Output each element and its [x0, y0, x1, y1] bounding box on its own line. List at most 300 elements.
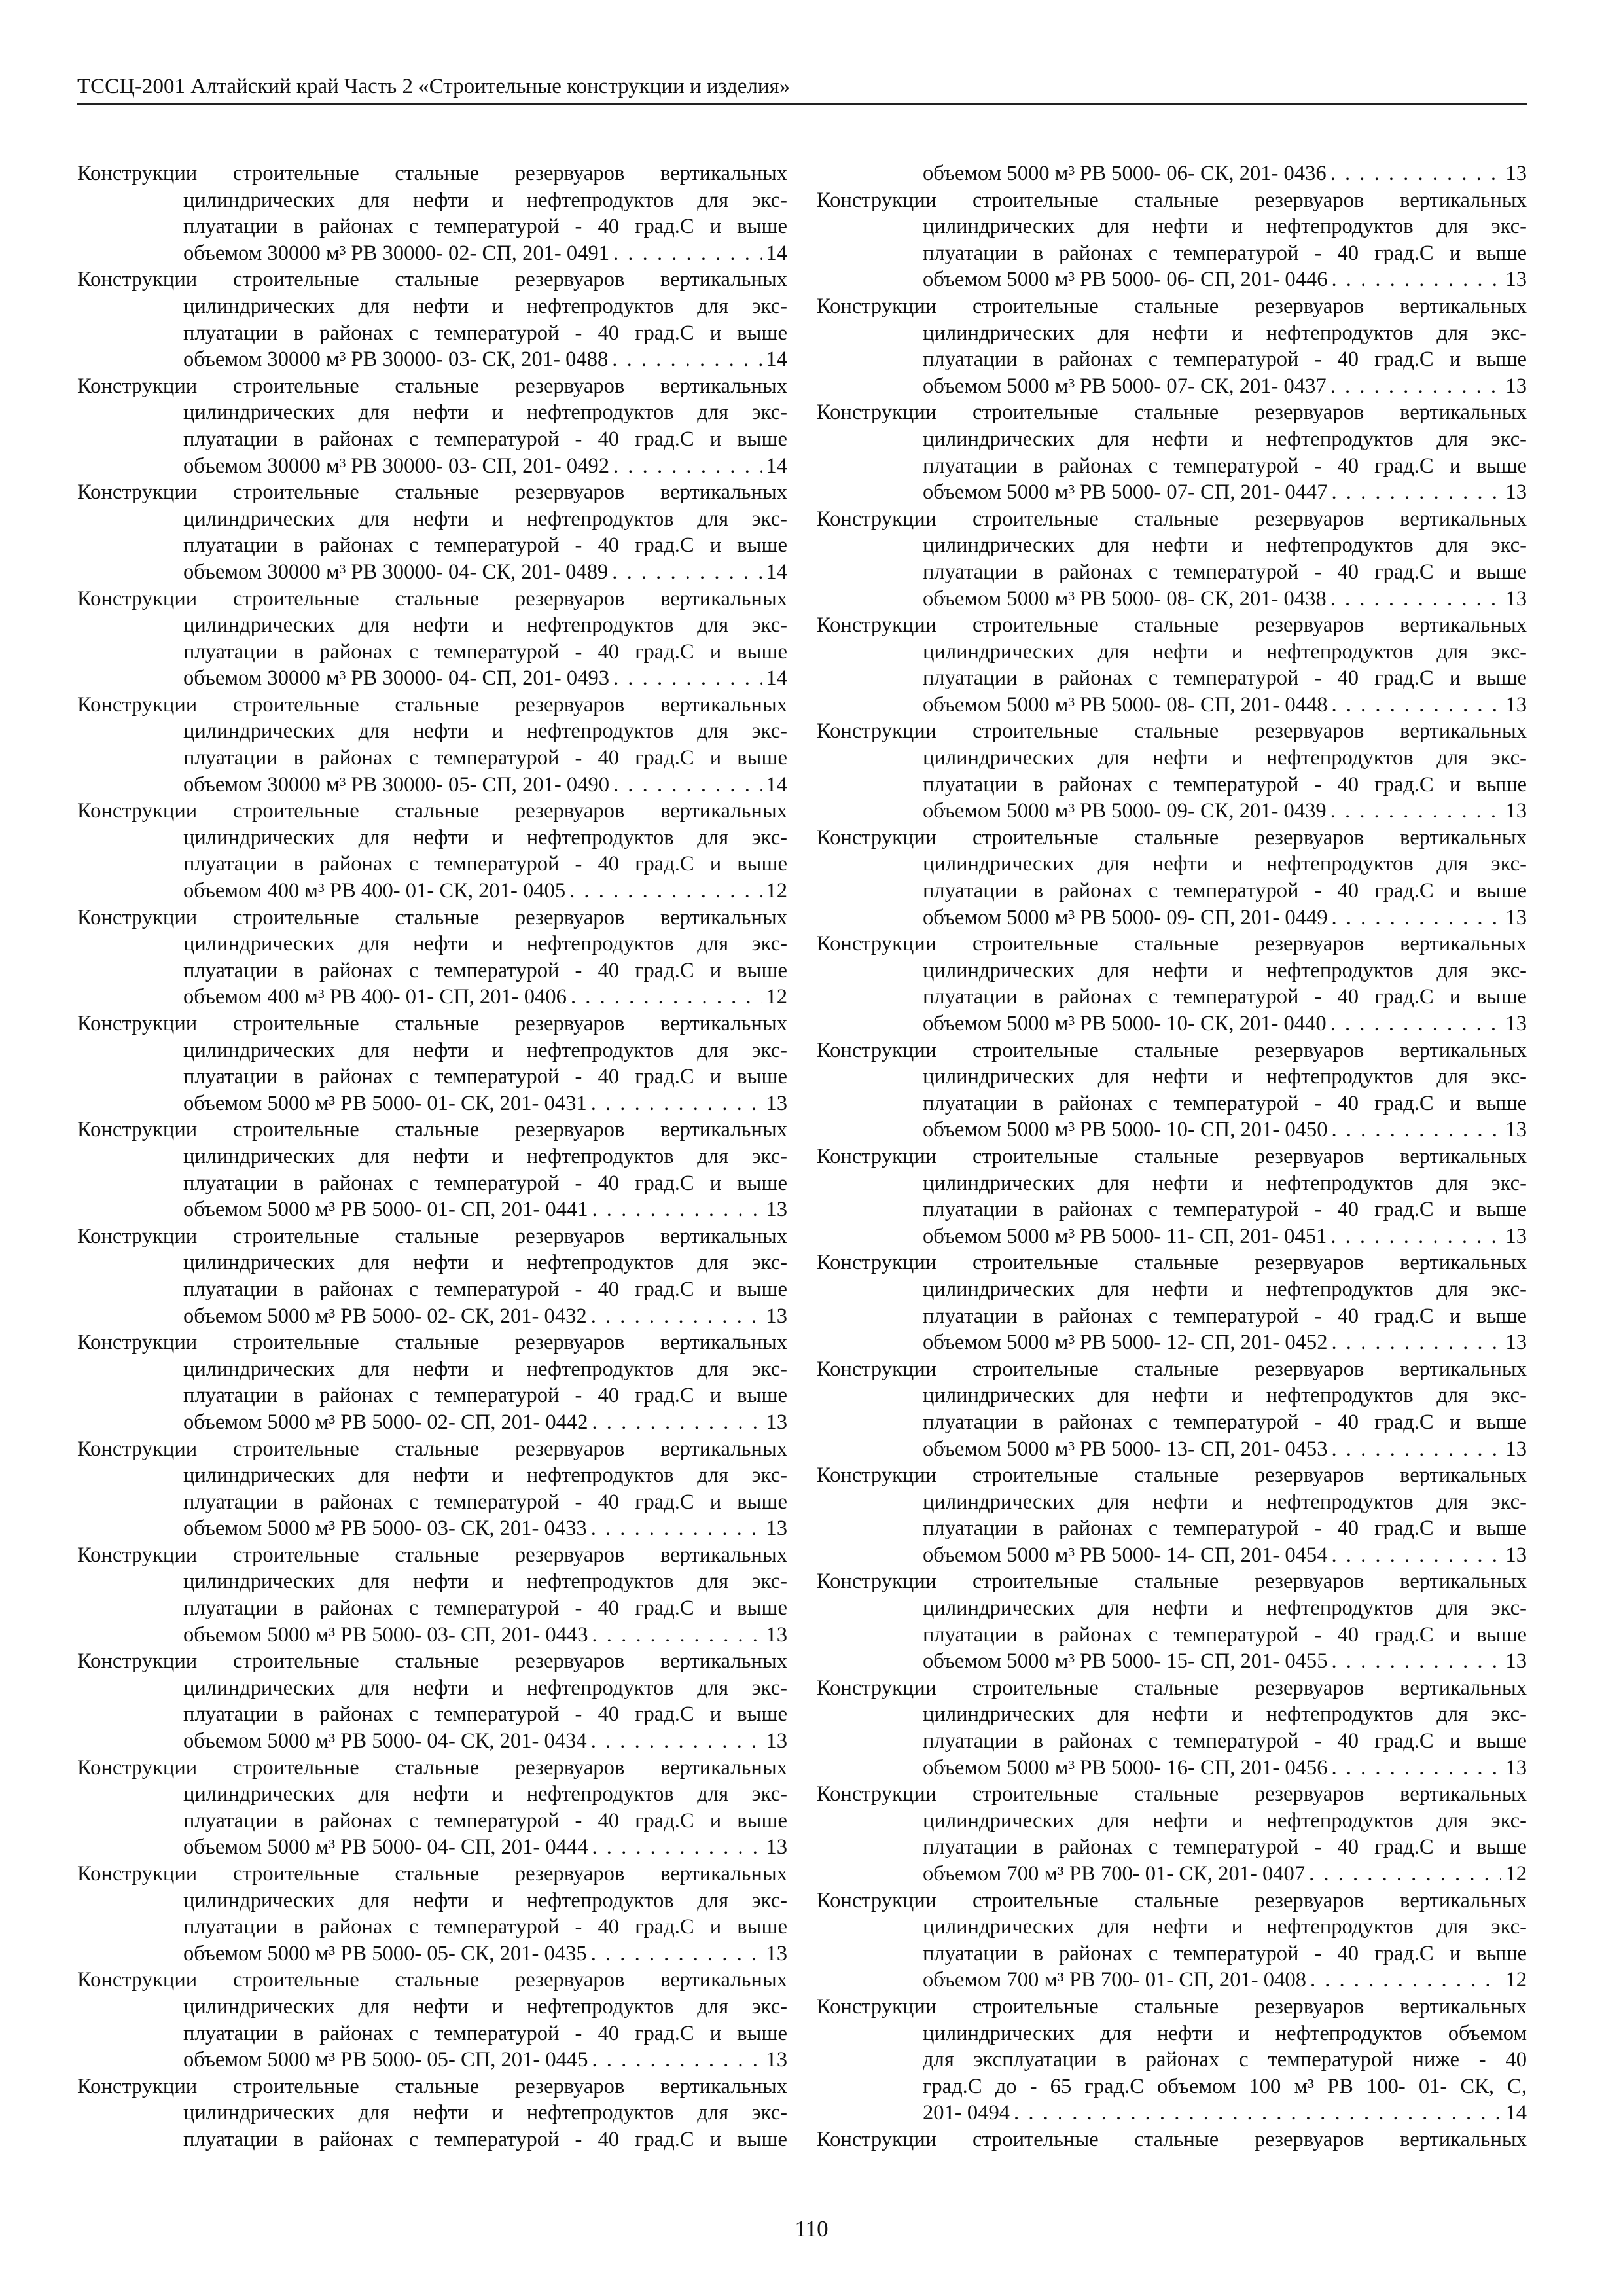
entry-title-line: Конструкции строительные стальные резервуаров вертикальных	[817, 1676, 1527, 1700]
entry-continuation-line: плуатации в районах с температурой - 40 град.С и выше	[923, 666, 1527, 691]
entry-reference: объемом 5000 м³ РВ 5000- 01- СП, 201- 0441	[183, 1198, 588, 1222]
entry-reference: объемом 5000 м³ РВ 5000- 09- СК, 201- 0439	[923, 799, 1327, 823]
entry-page-number: 13	[1505, 586, 1527, 611]
entry-continuation-line: плуатации в районах с температурой - 40 град.С и выше	[183, 2021, 787, 2045]
entry-continuation-line: цилиндрических для нефти и нефтепродуктов для экс-	[923, 639, 1527, 664]
entry-reference: объемом 5000 м³ РВ 5000- 01- СК, 201- 0431	[183, 1091, 587, 1115]
entry-title-line: Конструкции строительные стальные резервуаров вертикальных	[77, 692, 787, 717]
entry-continuation-line: град.С до - 65 град.С объемом 100 м³ РВ 100- 01- СК, С,	[923, 2074, 1527, 2098]
entry-reference-line	[77, 1941, 787, 1967]
entry-continuation-line: цилиндрических для нефти и нефтепродуктов для экс-	[923, 427, 1527, 451]
entry-page-number: 13	[1505, 1649, 1527, 1674]
entry-reference: объемом 5000 м³ РВ 5000- 14- СП, 201- 0454	[923, 1543, 1328, 1567]
entry-reference-line	[817, 798, 1527, 825]
entry-continuation-line: цилиндрических для нефти и нефтепродуктов для экс-	[923, 533, 1527, 558]
entry-continuation-line: цилиндрических для нефти и нефтепродуктов для экс-	[923, 1702, 1527, 1727]
entry-reference-line	[817, 1755, 1527, 1782]
dot-leader	[591, 1941, 762, 1967]
entry-title-line: Конструкции строительные стальные резервуаров вертикальных	[817, 1038, 1527, 1062]
entry-reference: объемом 30000 м³ РВ 30000- 02- СП, 201- 0491	[183, 241, 610, 265]
dot-leader	[1309, 1861, 1501, 1888]
entry-reference: 201- 0494	[923, 2101, 1010, 2125]
entry-continuation-line: цилиндрических для нефти и нефтепродуктов для экс-	[183, 1357, 787, 1381]
index-entry	[817, 2126, 1527, 2153]
entry-continuation-line: плуатации в районах с температурой - 40 град.С и выше	[923, 1516, 1527, 1541]
entry-continuation-line: плуатации в районах с температурой - 40 град.С и выше	[183, 852, 787, 876]
entry-continuation-line: плуатации в районах с температурой - 40 град.С и выше	[923, 241, 1527, 265]
entry-page-number: 13	[766, 1198, 787, 1222]
entry-reference-line	[77, 1303, 787, 1330]
index-column-left	[77, 160, 787, 2153]
entry-continuation-line: плуатации в районах с температурой - 40 град.С и выше	[183, 746, 787, 770]
index-entry	[77, 1648, 787, 1754]
entry-reference-line	[77, 1090, 787, 1117]
entry-reference-line	[77, 1622, 787, 1649]
entry-title-line: Конструкции строительные стальные резервуаров вертикальных	[817, 1357, 1527, 1381]
entry-page-number: 13	[766, 1729, 787, 1753]
entry-continuation-line: для эксплуатации в районах с температурой ниже - 40	[923, 2048, 1527, 2072]
entry-title-line: Конструкции строительные стальные резервуаров вертикальных	[77, 1649, 787, 1674]
dot-leader	[612, 559, 762, 586]
entry-title-line: Конструкции строительные стальные резервуаров вертикальных	[77, 799, 787, 823]
dot-leader	[591, 1303, 762, 1330]
entry-page-number: 14	[1505, 2101, 1527, 2125]
entry-continuation-line: плуатации в районах с температурой - 40 град.С и выше	[923, 772, 1527, 797]
entry-title-line: Конструкции строительные стальные резервуаров вертикальных	[77, 1118, 787, 1142]
entry-reference: объемом 5000 м³ РВ 5000- 06- СП, 201- 0446	[923, 268, 1328, 292]
entry-page-number: 13	[1505, 1224, 1527, 1248]
entry-reference: объемом 5000 м³ РВ 5000- 13- СП, 201- 0453	[923, 1437, 1328, 1461]
dot-leader	[1332, 1329, 1502, 1356]
dot-leader	[1330, 586, 1502, 613]
entry-title-line: Конструкции строительные стальные резервуаров вертикальных	[817, 1463, 1527, 1488]
entry-continuation-line: цилиндрических для нефти и нефтепродуктов для экс-	[183, 1676, 787, 1700]
entry-continuation-line: плуатации в районах с температурой - 40 град.С и выше	[183, 1065, 787, 1089]
entry-title-line: Конструкции строительные стальные резервуаров вертикальных	[77, 1437, 787, 1461]
entry-reference-line	[817, 2100, 1527, 2126]
entry-reference-line	[77, 1196, 787, 1223]
index-entry	[77, 1436, 787, 1542]
entry-continuation-line: плуатации в районах с температурой - 40 град.С и выше	[183, 1384, 787, 1408]
entry-continuation-line: плуатации в районах с температурой - 40 град.С и выше	[923, 1091, 1527, 1115]
entry-continuation-line: плуатации в районах с температурой - 40 град.С и выше	[923, 1198, 1527, 1222]
page-number: 110	[794, 2216, 829, 2242]
index-entry	[817, 612, 1527, 718]
entry-continuation-line: цилиндрических для нефти и нефтепродуктов для экс-	[183, 188, 787, 212]
entry-reference: объемом 30000 м³ РВ 30000- 05- СП, 201- 0490	[183, 772, 610, 797]
entry-title-line: Конструкции строительные стальные резервуаров вертикальных	[817, 188, 1527, 212]
entry-page-number: 13	[766, 1091, 787, 1115]
entry-page-number: 12	[766, 879, 787, 903]
entry-reference-line	[817, 1861, 1527, 1888]
entry-page-number: 13	[766, 1941, 787, 1965]
entry-reference-line	[817, 266, 1527, 293]
entry-continuation-line: плуатации в районах с температурой - 40 град.С и выше	[923, 454, 1527, 478]
entry-title-line: Конструкции строительные стальные резервуаров вертикальных	[77, 1543, 787, 1567]
dot-leader	[1330, 1011, 1502, 1037]
entry-continuation-line: цилиндрических для нефти и нефтепродуктов для экс-	[183, 401, 787, 425]
entry-page-number: 13	[1505, 692, 1527, 717]
entry-reference: объемом 5000 м³ РВ 5000- 15- СП, 201- 0455	[923, 1649, 1328, 1674]
entry-title-line: Конструкции строительные стальные резервуаров вертикальных	[817, 932, 1527, 956]
entry-reference-line	[817, 1436, 1527, 1463]
entry-reference: объемом 5000 м³ РВ 5000- 05- СП, 201- 0445	[183, 2048, 588, 2072]
entry-title-line: Конструкции строительные стальные резервуаров вертикальных	[817, 1570, 1527, 1594]
index-entry	[77, 479, 787, 585]
dot-leader	[613, 665, 762, 692]
entry-page-number: 13	[766, 1516, 787, 1541]
entry-title-line: Конструкции строительные стальные резервуаров вертикальных	[817, 1994, 1527, 2018]
entry-reference-line	[77, 878, 787, 905]
dot-leader	[1310, 1967, 1501, 1994]
entry-title-line: Конструкции строительные стальные резервуаров вертикальных	[77, 905, 787, 929]
index-entry	[77, 798, 787, 904]
entry-reference-line	[77, 1728, 787, 1755]
entry-reference: объемом 5000 м³ РВ 5000- 16- СП, 201- 0456	[923, 1755, 1328, 1780]
entry-continuation-line: плуатации в районах с температурой - 40 град.С и выше	[183, 1277, 787, 1301]
entry-reference: объемом 5000 м³ РВ 5000- 02- СП, 201- 0442	[183, 1410, 588, 1434]
dot-leader	[613, 772, 762, 798]
entry-title-line: Конструкции строительные стальные резервуаров вертикальных	[817, 1888, 1527, 1912]
entry-page-number: 13	[766, 1835, 787, 1859]
entry-continuation-line: плуатации в районах с температурой - 40 град.С и выше	[923, 985, 1527, 1009]
index-column-right	[817, 160, 1527, 2153]
index-entry	[817, 399, 1527, 505]
entry-title-line: Конструкции строительные стальные резервуаров вертикальных	[817, 825, 1527, 850]
entry-continuation-line: плуатации в районах с температурой - 40 град.С и выше	[183, 1171, 787, 1195]
index-entry	[77, 2073, 787, 2153]
entry-page-number: 12	[1505, 1862, 1527, 1886]
entry-reference: объемом 400 м³ РВ 400- 01- СК, 201- 0405	[183, 879, 566, 903]
entry-continuation-line: цилиндрических для нефти и нефтепродуктов для экс-	[923, 321, 1527, 345]
entry-reference: объемом 700 м³ РВ 700- 01- СП, 201- 0408	[923, 1968, 1306, 1992]
dot-leader	[1330, 373, 1502, 400]
entry-reference: объемом 30000 м³ РВ 30000- 03- СК, 201- 0488	[183, 348, 609, 372]
entry-continuation-line: плуатации в районах с температурой - 40 град.С и выше	[183, 1915, 787, 1939]
entry-reference: объемом 30000 м³ РВ 30000- 04- СП, 201- 0493	[183, 666, 610, 691]
entry-page-number: 13	[1505, 799, 1527, 823]
entry-page-number: 12	[766, 985, 787, 1009]
entry-reference: объемом 5000 м³ РВ 5000- 12- СП, 201- 0452	[923, 1331, 1328, 1355]
index-entry	[77, 373, 787, 479]
entry-continuation-line: цилиндрических для нефти и нефтепродуктов для экс-	[183, 613, 787, 637]
entry-reference-line	[77, 772, 787, 798]
entry-continuation-line: плуатации в районах с температурой - 40 град.С и выше	[183, 1808, 787, 1833]
entry-continuation-line: цилиндрических для нефти и нефтепродуктов для экс-	[183, 719, 787, 744]
entry-reference: объемом 5000 м³ РВ 5000- 07- СК, 201- 0437	[923, 374, 1327, 398]
dot-leader	[571, 984, 762, 1011]
entry-reference-line	[817, 1011, 1527, 1037]
entry-continuation-line: цилиндрических для нефти и нефтепродуктов для экс-	[923, 852, 1527, 876]
entry-reference: объемом 5000 м³ РВ 5000- 10- СП, 201- 0450	[923, 1118, 1328, 1142]
index-entry	[817, 1143, 1527, 1249]
entry-continuation-line: плуатации в районах с температурой - 40 град.С и выше	[923, 560, 1527, 584]
entry-title-line: Конструкции строительные стальные резервуаров вертикальных	[77, 2074, 787, 2098]
entry-reference: объемом 700 м³ РВ 700- 01- СК, 201- 0407	[923, 1862, 1306, 1886]
entry-reference: объемом 30000 м³ РВ 30000- 03- СП, 201- 0492	[183, 454, 610, 478]
entry-continuation-line: цилиндрических для нефти и нефтепродуктов для экс-	[923, 1915, 1527, 1939]
index-entry	[817, 187, 1527, 293]
entry-continuation-line: плуатации в районах с температурой - 40 град.С и выше	[183, 427, 787, 451]
dot-leader	[613, 453, 762, 480]
index-entry	[817, 1888, 1527, 1994]
entry-page-number: 13	[1505, 1755, 1527, 1780]
index-entry	[817, 506, 1527, 612]
entry-title-line: Конструкции строительные стальные резервуаров вертикальных	[817, 401, 1527, 425]
dot-leader	[1330, 1223, 1501, 1250]
dot-leader	[1332, 266, 1502, 293]
dot-leader	[592, 1196, 762, 1223]
entry-continuation-line: плуатации в районах с температурой - 40 град.С и выше	[183, 958, 787, 982]
index-entry	[77, 905, 787, 1011]
entry-title-line: Конструкции строительные стальные резервуаров вертикальных	[817, 294, 1527, 318]
entry-page-number: 14	[766, 560, 787, 584]
entry-page-number: 14	[766, 348, 787, 372]
entry-reference-line	[817, 692, 1527, 719]
entry-reference-line	[817, 1329, 1527, 1356]
entry-continuation-line: плуатации в районах с температурой - 40 град.С и выше	[183, 1596, 787, 1621]
entry-reference-line	[77, 240, 787, 267]
entry-continuation-line: плуатации в районах с температурой - 40 град.С и выше	[183, 639, 787, 664]
index-entry	[77, 1755, 787, 1861]
entry-page-number: 13	[1505, 1543, 1527, 1567]
entry-title-line: Конструкции строительные стальные резервуаров вертикальных	[77, 1012, 787, 1035]
entry-continuation-line: цилиндрических для нефти и нефтепродуктов для экс-	[183, 932, 787, 956]
index-entry	[817, 1781, 1527, 1887]
entry-reference: объемом 5000 м³ РВ 5000- 11- СП, 201- 0451	[923, 1224, 1327, 1248]
entry-title-line: Конструкции строительные стальные резервуаров вертикальных	[817, 613, 1527, 637]
index-entry	[77, 1861, 787, 1967]
entry-continuation-line: цилиндрических для нефти и нефтепродуктов для экс-	[183, 294, 787, 318]
dot-leader	[1332, 905, 1502, 931]
index-entry	[817, 1462, 1527, 1568]
entry-continuation-line: цилиндрических для нефти и нефтепродуктов для экс-	[183, 1782, 787, 1806]
entry-page-number: 13	[1505, 162, 1527, 185]
entry-continuation-line: плуатации в районах с температурой - 40 град.С и выше	[923, 1941, 1527, 1965]
entry-reference-line	[817, 1542, 1527, 1569]
entry-continuation-line: плуатации в районах с температурой - 40 град.С и выше	[183, 533, 787, 558]
dot-leader	[1332, 1117, 1502, 1143]
index-entry	[817, 160, 1527, 187]
dot-leader	[592, 2047, 762, 2073]
entry-title-line: Конструкции строительные стальные резервуаров вертикальных	[77, 586, 787, 611]
entry-page-number: 13	[1505, 374, 1527, 398]
entry-reference: объемом 5000 м³ РВ 5000- 09- СП, 201- 0449	[923, 905, 1328, 929]
index-entry	[817, 1568, 1527, 1674]
dot-leader	[1330, 160, 1502, 187]
dot-leader	[1332, 1436, 1502, 1463]
index-entry	[817, 1356, 1527, 1462]
index-entry	[77, 1329, 787, 1435]
entry-continuation-line: плуатации в районах с температурой - 40 град.С и выше	[923, 1623, 1527, 1647]
entry-reference-line	[77, 2047, 787, 2073]
index-entry	[77, 586, 787, 692]
dot-leader	[1332, 1542, 1502, 1569]
entry-title-line: Конструкции строительные стальные резервуаров вертикальных	[77, 1862, 787, 1886]
entry-page-number: 13	[1505, 1118, 1527, 1142]
dot-leader	[612, 346, 762, 373]
index-entry	[77, 160, 787, 266]
entry-reference-line	[77, 346, 787, 373]
entry-continuation-line: цилиндрических для нефти и нефтепродуктов для экс-	[923, 1171, 1527, 1195]
entry-continuation-line: плуатации в районах с температурой - 40 град.С и выше	[183, 2127, 787, 2151]
entry-reference: объемом 5000 м³ РВ 5000- 08- СК, 201- 0438	[923, 586, 1327, 611]
entry-reference-line	[77, 559, 787, 586]
entry-continuation-line: цилиндрических для нефти и нефтепродуктов для экс-	[183, 1144, 787, 1168]
entry-title-line: Конструкции строительные стальные резервуаров вертикальных	[817, 2127, 1527, 2151]
index-entry	[77, 1011, 787, 1117]
entry-reference-line	[817, 1117, 1527, 1143]
dot-leader	[1332, 1755, 1502, 1782]
entry-reference: объемом 30000 м³ РВ 30000- 04- СК, 201- 0489	[183, 560, 609, 584]
dot-leader	[1332, 1648, 1502, 1675]
index-entry	[817, 293, 1527, 399]
entry-reference: объемом 5000 м³ РВ 5000- 10- СК, 201- 0440	[923, 1012, 1327, 1035]
entry-continuation-line: цилиндрических для нефти и нефтепродуктов для экс-	[923, 1384, 1527, 1408]
entry-title-line: Конструкции строительные стальные резервуаров вертикальных	[817, 1782, 1527, 1806]
dot-leader	[592, 1834, 762, 1861]
index-entry	[77, 266, 787, 372]
index-entry	[77, 1542, 787, 1648]
entry-continuation-line: цилиндрических для нефти и нефтепродуктов для экс-	[923, 958, 1527, 982]
entry-title-line: Конструкции строительные стальные резервуаров вертикальных	[77, 480, 787, 505]
index-entry	[77, 692, 787, 798]
dot-leader	[613, 240, 762, 267]
entry-reference-line	[77, 1834, 787, 1861]
entry-page-number: 13	[1505, 480, 1527, 505]
entry-title-line: Конструкции строительные стальные резервуаров вертикальных	[77, 162, 787, 185]
index-entry	[77, 1223, 787, 1329]
entry-continuation-line: плуатации в районах с температурой - 40 град.С и выше	[923, 1835, 1527, 1859]
dot-leader	[592, 1622, 762, 1649]
entry-continuation-line: цилиндрических для нефти и нефтепродуктов для экс-	[923, 1490, 1527, 1514]
entry-title-line: Конструкции строительные стальные резервуаров вертикальных	[817, 1251, 1527, 1275]
entry-page-number: 13	[1505, 1437, 1527, 1461]
entry-reference-line	[77, 984, 787, 1011]
index-entry	[77, 1967, 787, 2073]
entry-page-number: 13	[1505, 268, 1527, 292]
entry-continuation-line: плуатации в районах с температурой - 40 град.С и выше	[923, 879, 1527, 903]
entry-reference-line	[77, 1409, 787, 1436]
entry-reference: объемом 5000 м³ РВ 5000- 04- СК, 201- 0434	[183, 1729, 587, 1753]
entry-continuation-line: цилиндрических для нефти и нефтепродуктов для экс-	[183, 1888, 787, 1912]
entry-title-line: Конструкции строительные стальные резервуаров вертикальных	[77, 1224, 787, 1248]
entry-reference-line	[817, 373, 1527, 400]
running-header: ТССЦ-2001 Алтайский край Часть 2 «Строительные конструкции и изделия»	[77, 73, 1527, 105]
entry-continuation-line: цилиндрических для нефти и нефтепродуктов объемом	[923, 2021, 1527, 2045]
dot-leader	[1330, 798, 1502, 825]
entry-continuation-line: цилиндрических для нефти и нефтепродуктов для экс-	[923, 1808, 1527, 1833]
entry-page-number: 14	[766, 772, 787, 797]
dot-leader	[569, 878, 762, 905]
entry-reference: объемом 5000 м³ РВ 5000- 03- СП, 201- 0443	[183, 1623, 588, 1647]
entry-page-number: 13	[1505, 1331, 1527, 1355]
entry-page-number: 12	[1505, 1968, 1527, 1992]
entry-reference-line	[77, 453, 787, 480]
entry-page-number: 14	[766, 666, 787, 691]
entry-continuation-line: цилиндрических для нефти и нефтепродуктов для экс-	[183, 1570, 787, 1594]
dot-leader	[1332, 692, 1502, 719]
index-entry	[817, 825, 1527, 931]
entry-reference: объемом 5000 м³ РВ 5000- 08- СП, 201- 0448	[923, 692, 1328, 717]
entry-reference: объемом 5000 м³ РВ 5000- 07- СП, 201- 0447	[923, 480, 1328, 505]
entry-reference-line	[817, 479, 1527, 506]
entry-reference-line	[817, 1967, 1527, 1994]
entry-continuation-line: цилиндрических для нефти и нефтепродуктов для экс-	[183, 1251, 787, 1275]
dot-leader	[591, 1090, 762, 1117]
entry-title-line: Конструкции строительные стальные резервуаров вертикальных	[77, 1755, 787, 1780]
index-entry	[817, 718, 1527, 824]
index-entry	[817, 1675, 1527, 1781]
entry-continuation-line: цилиндрических для нефти и нефтепродуктов для экс-	[183, 825, 787, 850]
entry-title-line: Конструкции строительные стальные резервуаров вертикальных	[77, 1331, 787, 1355]
entry-page-number: 13	[1505, 1012, 1527, 1035]
dot-leader	[1332, 479, 1502, 506]
entry-continuation-line: плуатации в районах с температурой - 40 град.С и выше	[183, 1702, 787, 1727]
index-entry	[77, 1117, 787, 1223]
entry-title-line: Конструкции строительные стальные резервуаров вертикальных	[77, 268, 787, 292]
entry-continuation-line: цилиндрических для нефти и нефтепродуктов для экс-	[923, 1277, 1527, 1301]
entry-reference-line	[817, 1648, 1527, 1675]
entry-reference-line	[77, 665, 787, 692]
entry-page-number: 13	[766, 1623, 787, 1647]
index-entry	[817, 931, 1527, 1037]
entry-continuation-line: плуатации в районах с температурой - 40 град.С и выше	[923, 1729, 1527, 1753]
entry-title-line: Конструкции строительные стальные резервуаров вертикальных	[817, 1144, 1527, 1168]
entry-continuation-line: цилиндрических для нефти и нефтепродуктов для экс-	[183, 2101, 787, 2125]
entry-title-line: Конструкции строительные стальные резервуаров вертикальных	[77, 1968, 787, 1992]
entry-continuation-line: цилиндрических для нефти и нефтепродуктов для экс-	[183, 1463, 787, 1488]
entry-page-number: 13	[1505, 905, 1527, 929]
entry-continuation-line: цилиндрических для нефти и нефтепродуктов для экс-	[923, 746, 1527, 770]
entry-continuation-line: плуатации в районах с температурой - 40 град.С и выше	[183, 1490, 787, 1514]
entry-continuation-line: плуатации в районах с температурой - 40 град.С и выше	[183, 215, 787, 239]
entry-reference: объемом 400 м³ РВ 400- 01- СП, 201- 0406	[183, 985, 567, 1009]
entry-continuation-line: плуатации в районах с температурой - 40 град.С и выше	[183, 321, 787, 345]
entry-reference: объемом 5000 м³ РВ 5000- 02- СК, 201- 0432	[183, 1304, 587, 1328]
entry-continuation-line: цилиндрических для нефти и нефтепродуктов для экс-	[923, 1065, 1527, 1089]
entry-title-line: Конструкции строительные стальные резервуаров вертикальных	[817, 719, 1527, 744]
dot-leader	[591, 1515, 762, 1542]
entry-continuation-line: плуатации в районах с температурой - 40 град.С и выше	[923, 1304, 1527, 1328]
dot-leader	[1014, 2100, 1501, 2126]
index-entry	[817, 1994, 1527, 2126]
entry-reference: объемом 5000 м³ РВ 5000- 03- СК, 201- 0433	[183, 1516, 587, 1541]
dot-leader	[592, 1409, 762, 1436]
entry-continuation-line: цилиндрических для нефти и нефтепродуктов для экс-	[183, 1994, 787, 2018]
entry-reference-line	[77, 1515, 787, 1542]
entry-continuation-line: плуатации в районах с температурой - 40 град.С и выше	[923, 1410, 1527, 1434]
index-entry	[817, 1037, 1527, 1143]
entry-reference-line	[817, 905, 1527, 931]
entry-reference-line	[817, 1223, 1527, 1250]
entry-reference: объемом 5000 м³ РВ 5000- 04- СП, 201- 0444	[183, 1835, 588, 1859]
entry-title-line: Конструкции строительные стальные резервуаров вертикальных	[817, 507, 1527, 531]
entry-page-number: 13	[766, 1304, 787, 1328]
entry-reference: объемом 5000 м³ РВ 5000- 05- СК, 201- 0435	[183, 1941, 587, 1965]
entry-continuation-line: цилиндрических для нефти и нефтепродуктов для экс-	[923, 215, 1527, 239]
entry-page-number: 13	[766, 1410, 787, 1434]
entry-title-line: Конструкции строительные стальные резервуаров вертикальных	[77, 374, 787, 398]
entry-continuation-line: цилиндрических для нефти и нефтепродуктов для экс-	[923, 1596, 1527, 1621]
index-entry	[817, 1249, 1527, 1355]
entry-reference-line	[817, 160, 1527, 187]
entry-reference-line	[817, 586, 1527, 613]
entry-page-number: 14	[766, 241, 787, 265]
entry-continuation-line: цилиндрических для нефти и нефтепродуктов для экс-	[183, 507, 787, 531]
entry-page-number: 13	[766, 2048, 787, 2072]
entry-reference: объемом 5000 м³ РВ 5000- 06- СК, 201- 0436	[923, 162, 1327, 185]
